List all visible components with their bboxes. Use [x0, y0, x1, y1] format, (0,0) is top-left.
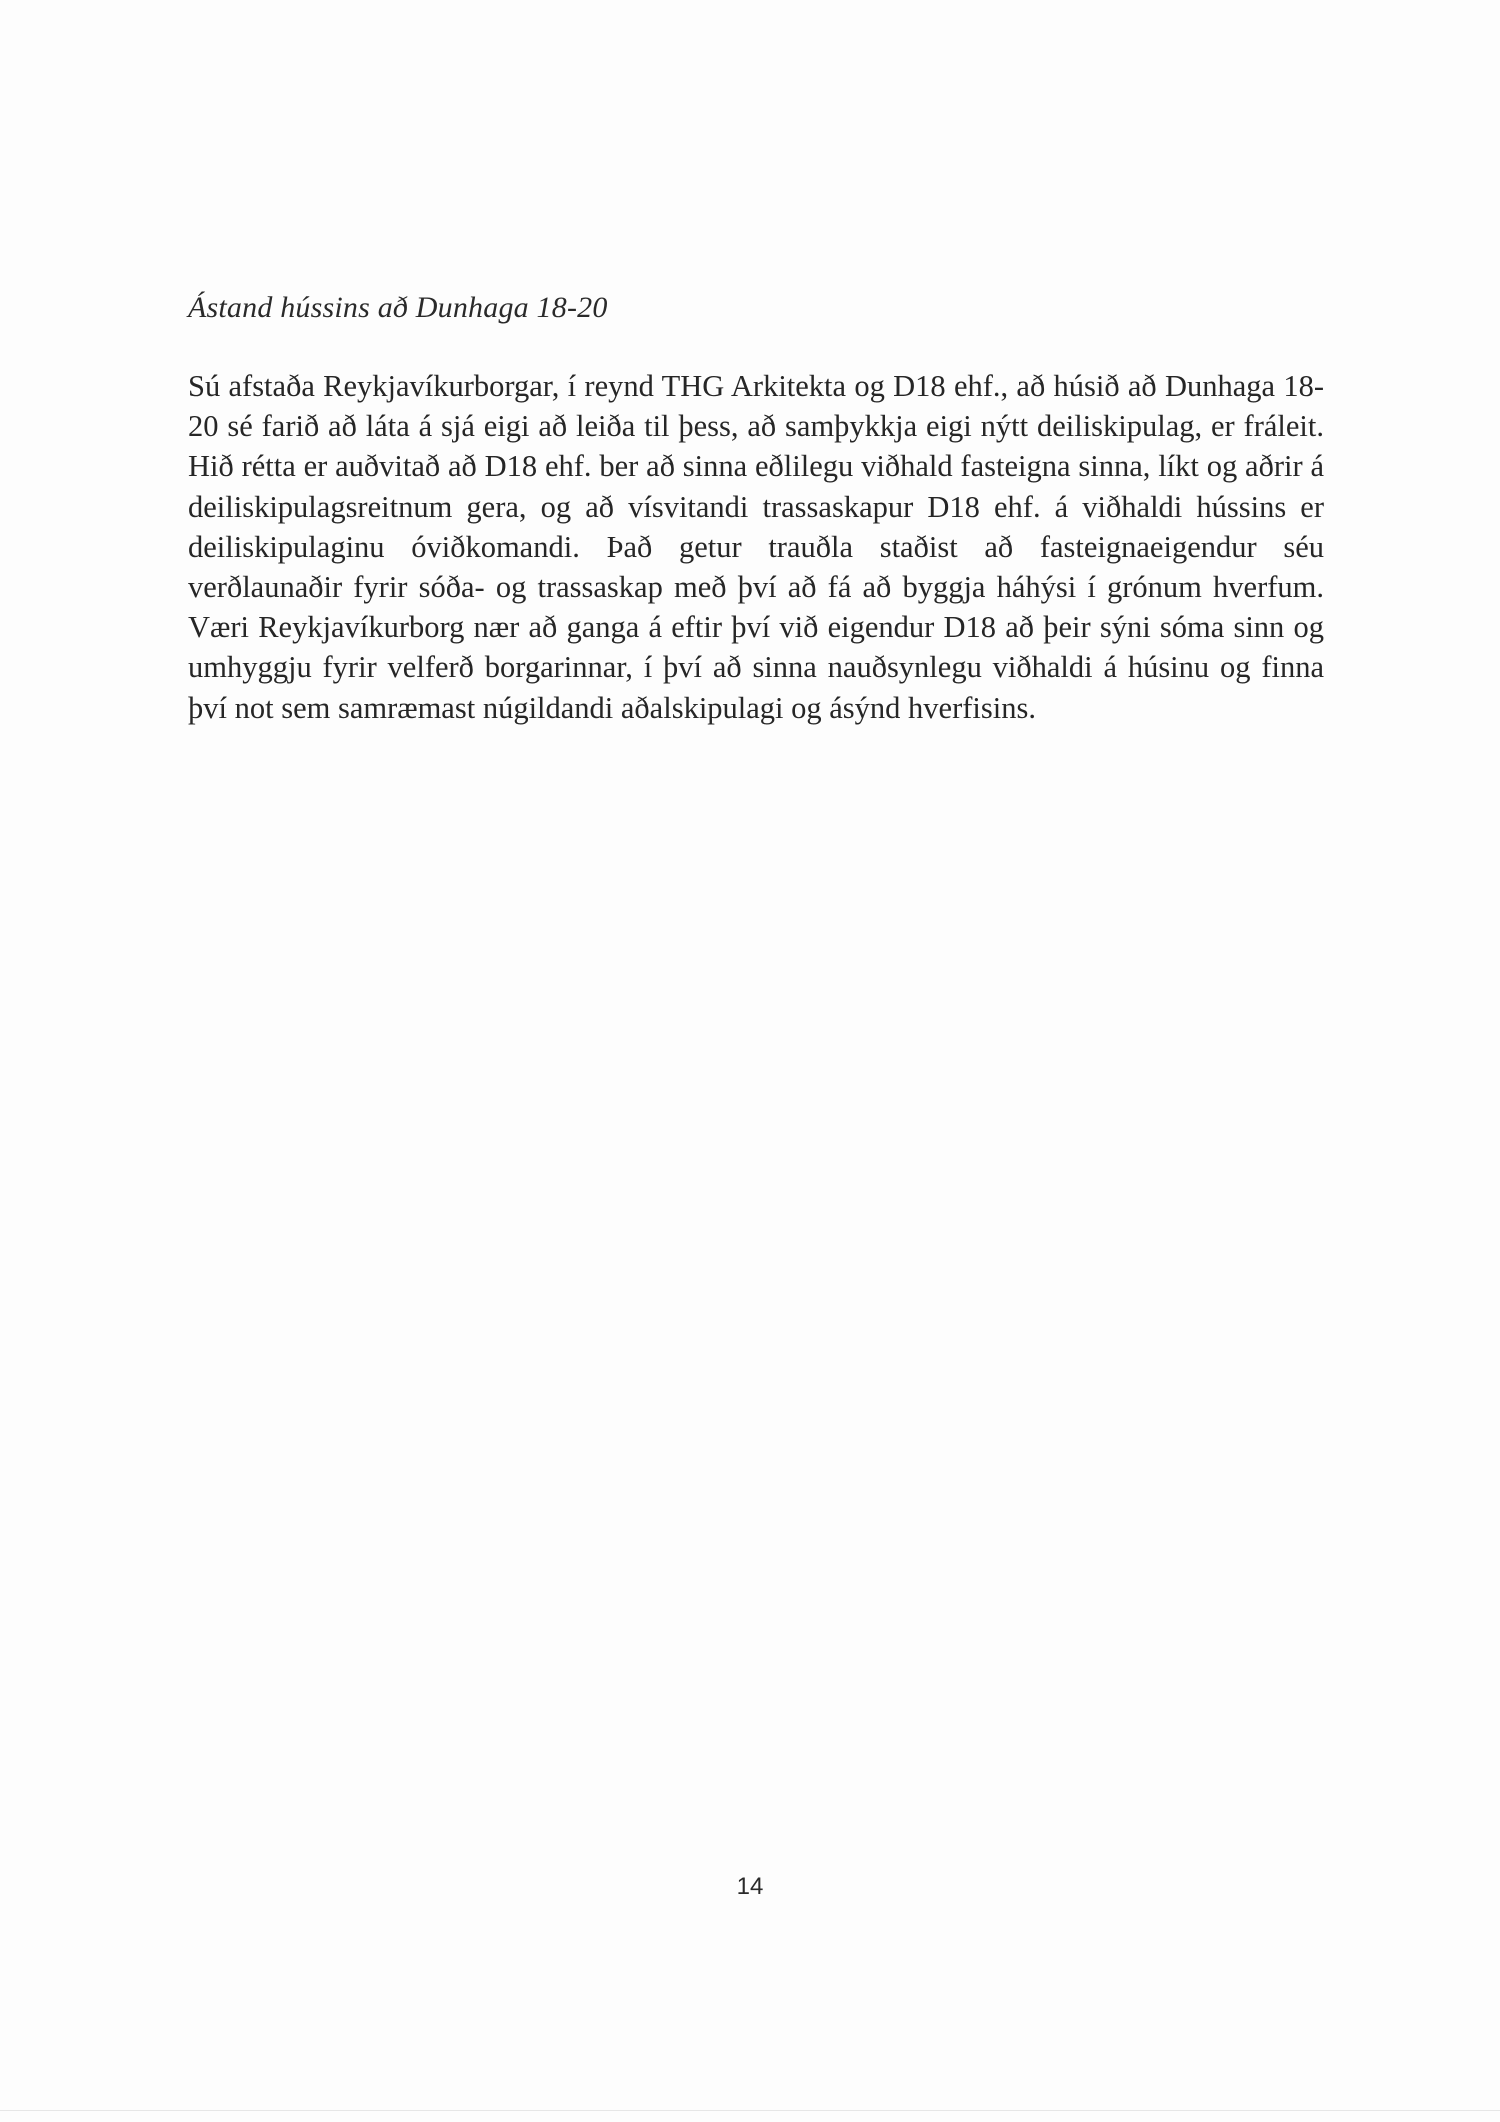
page-number: 14	[736, 1873, 764, 1900]
scan-edge-divider	[0, 2110, 1500, 2111]
body-paragraph: Sú afstaða Reykjavíkurborgar, í reynd THG Arkitekta og D18 ehf., að húsið að Dunhaga 18-20 sé farið að láta á sjá eigi að leiða til þess, að samþykkja eigi nýtt deiliskipulag, er fráleit. Hið rétta er auðvitað að D18 ehf. ber að sinna eðlilegu viðhald fasteigna sinna, líkt og aðrir á deiliskipulagsreitnum gera, og að vísvitandi trassaskapur D18 ehf. á viðhaldi hússins er deiliskipulaginu óviðkomandi. Það getur trauðla staðist að fasteignaeigendur séu verðlaunaðir fyrir sóða- og trassaskap með því að fá að byggja háhýsi í grónum hverfum. Væri Reykjavíkurborg nær að ganga á eftir því við eigendur D18 að þeir sýni sóma sinn og umhyggju fyrir velferð borgarinnar, í því að sinna nauðsynlegu viðhaldi á húsinu og finna því not sem samræmast núgildandi aðalskipulagi og ásýnd hverfisins.	[188, 369, 1324, 725]
section-heading: Ástand hússins að Dunhaga 18-20	[188, 291, 608, 324]
